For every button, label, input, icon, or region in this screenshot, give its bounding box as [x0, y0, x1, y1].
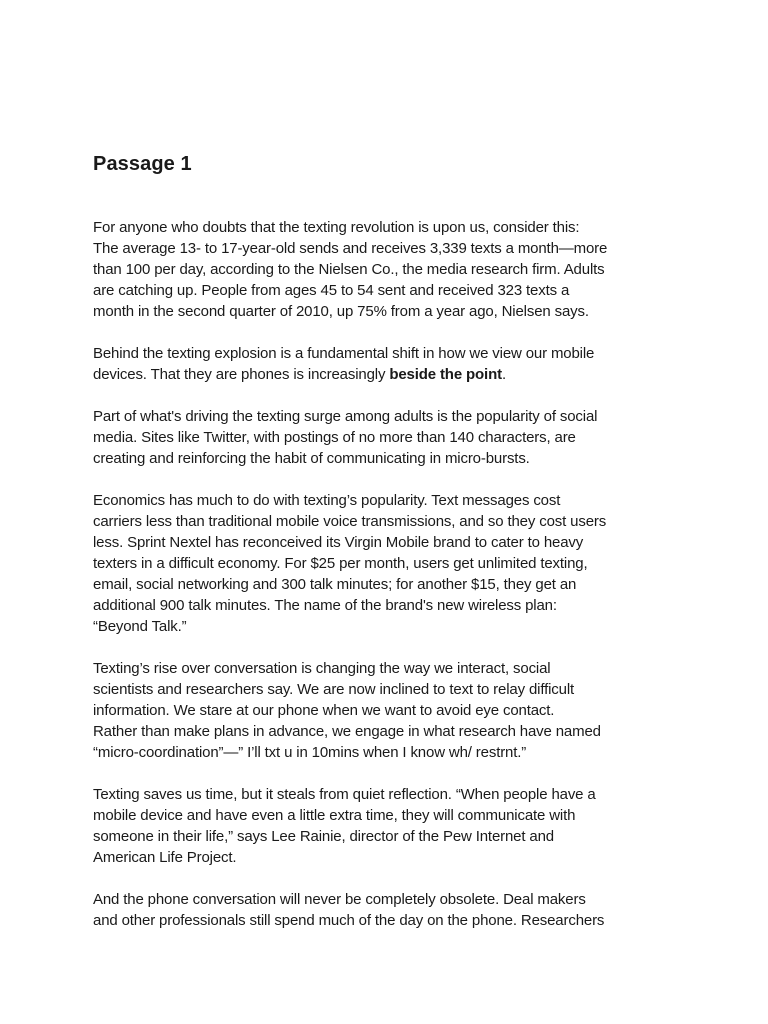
text-line: “micro-coordination”—” I’ll txt u in 10mins when I know wh/ restrnt.”: [93, 744, 527, 761]
text-line: [93, 364, 683, 385]
paragraph-2: [93, 343, 683, 385]
bold-phrase: beside the point: [389, 366, 502, 383]
text-line: Rather than make plans in advance, we engage in what research have named: [93, 723, 601, 740]
text-line: than 100 per day, according to the Nielsen Co., the media research firm. Adults: [93, 261, 605, 278]
text-line: And the phone conversation will never be completely obsolete. Deal makers: [93, 891, 586, 908]
text-line: creating and reinforcing the habit of communicating in micro-bursts.: [93, 450, 530, 467]
text-line: Economics has much to do with texting’s popularity. Text messages cost: [93, 492, 561, 509]
text-segment: .: [501, 366, 506, 383]
text-line: additional 900 talk minutes. The name of the brand's new wireless plan:: [93, 597, 557, 614]
paragraph-1: [93, 217, 683, 322]
paragraph-7: [93, 889, 683, 931]
text-line: For anyone who doubts that the texting revolution is upon us, consider this:: [93, 219, 580, 236]
text-line: Texting’s rise over conversation is changing the way we interact, social: [93, 660, 551, 677]
text-segment: devices. That they are phones is increasingly: [93, 366, 390, 383]
text-line: mobile device and have even a little extra time, they will communicate with: [93, 807, 576, 824]
text-line: email, social networking and 300 talk minutes; for another $15, they get an: [93, 576, 577, 593]
text-line: “Beyond Talk.”: [93, 618, 187, 635]
text-line: someone in their life,” says Lee Rainie, director of the Pew Internet and: [93, 828, 554, 845]
paragraph-4: [93, 490, 683, 637]
paragraph-5: [93, 658, 683, 763]
paragraph-3: [93, 406, 683, 469]
text-line: texters in a difficult economy. For $25 per month, users get unlimited texting,: [93, 555, 588, 572]
text-line: Part of what's driving the texting surge among adults is the popularity of social: [93, 408, 598, 425]
paragraph-6: [93, 784, 683, 868]
text-line: scientists and researchers say. We are now inclined to text to relay difficult: [93, 681, 575, 698]
text-line: American Life Project.: [93, 849, 237, 866]
text-line: are catching up. People from ages 45 to 54 sent and received 323 texts a: [93, 282, 570, 299]
passage-body: [93, 217, 683, 952]
text-line: carriers less than traditional mobile voice transmissions, and so they cost users: [93, 513, 607, 530]
text-line: media. Sites like Twitter, with postings of no more than 140 characters, are: [93, 429, 576, 446]
passage-title: Passage 1: [93, 153, 192, 175]
text-line: information. We stare at our phone when we want to avoid eye contact.: [93, 702, 555, 719]
text-line: less. Sprint Nextel has reconceived its Virgin Mobile brand to cater to heavy: [93, 534, 584, 551]
text-line: Behind the texting explosion is a fundamental shift in how we view our mobile: [93, 345, 595, 362]
text-line: month in the second quarter of 2010, up 75% from a year ago, Nielsen says.: [93, 303, 589, 320]
text-line: Texting saves us time, but it steals from quiet reflection. “When people have a: [93, 786, 596, 803]
text-line: and other professionals still spend much of the day on the phone. Researchers: [93, 912, 605, 929]
text-line: The average 13- to 17-year-old sends and receives 3,339 texts a month—more: [93, 240, 608, 257]
